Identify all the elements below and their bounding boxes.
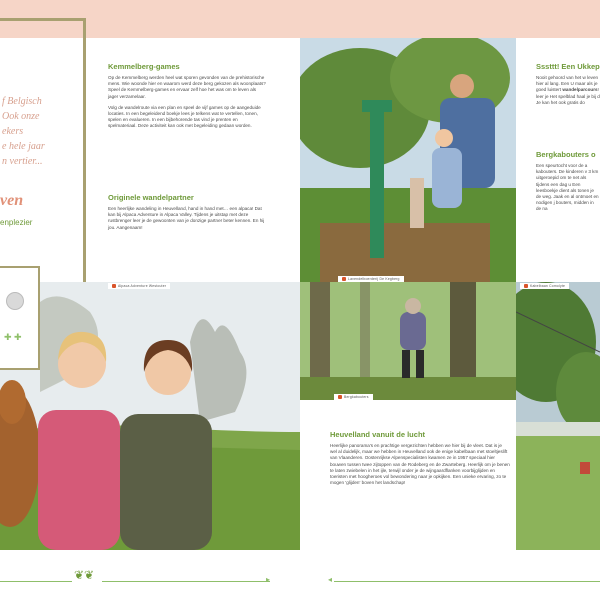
- wandelpartner-title: Originele wandelpartner: [108, 193, 194, 202]
- bergkabouters-section: [536, 150, 600, 218]
- intro-line-5: n vertier...: [2, 156, 43, 167]
- wandelpartner-section: [108, 193, 266, 236]
- sssttt-paragraph-b: ! leer je Het spelblad haal je bij d Je kan het ook gratis do: [536, 87, 600, 105]
- bottom-line-left: [0, 581, 72, 582]
- photo-kabelbaan: [516, 282, 600, 550]
- intro-line-4: e hele jaar: [2, 141, 45, 152]
- camera-icon: [338, 395, 342, 399]
- bergkabouters-paragraph: Een speurtocht voor de a kabouters. De kinderen v 3 km uitgeroepid om te net als tijdens een dag u Een leesboekje dient als tonen je de weg. Jaak en al ontmoet en nodigen j bouters, midden in de na: [536, 163, 599, 212]
- top-band: [0, 0, 600, 38]
- sprout-icon: ❦❦: [74, 568, 95, 582]
- arrow-left-icon: ◂: [328, 575, 333, 584]
- sssttt-paragraph: Nooit gehoord van het w leven hier al lang. Een U maar als je goed luistert: [536, 75, 599, 93]
- heuvelland-section: [330, 430, 510, 491]
- photo-girls-alpaca: [0, 282, 300, 550]
- bottom-line-right: [334, 581, 600, 582]
- sssttt-bold: wandelparcours: [562, 87, 598, 93]
- intro-line-3: ekers: [2, 126, 24, 137]
- bergkabouters-title: Bergkabouters o: [536, 150, 596, 159]
- sssttt-section: [536, 62, 600, 111]
- camera-icon: [112, 284, 116, 288]
- camera-icon: [342, 277, 346, 281]
- arrow-right-icon: ▸: [266, 575, 271, 584]
- kemmelberg-section: [108, 62, 266, 135]
- camera-icon: [524, 284, 528, 288]
- credit-pump: Lavendelboerderij De Kegberg: [338, 276, 404, 282]
- intro-frame-top: [0, 18, 86, 21]
- plus-sprout-icon: ✚ ✚: [4, 332, 22, 342]
- kemmelberg-paragraph-2: Volg de wandelroute via een plan en speel de vijf games op de aangeduide locaties. In een begeleidend boekje lees je telkens wat te vertellen, tonen, spelen en evalueren. In een bijbehorende tas vind je prenten en spelmateriaal. Deze activiteit kan ook met begeleiding gedaan worden.: [108, 104, 261, 129]
- wandelpartner-paragraph: Een heerlijke wandeling in Heuvelland, hand in hand met… een alpaca! Dat kan bij Alpaca Adventure in Alpaca Valley. Tijdens je uitstap met deze rustbrenger leer je de gewoonten van je donzige partner beter kennen. En hij jou. Aangenaam!: [108, 206, 265, 230]
- flower-illustration-icon: [6, 292, 24, 310]
- overlay-box: [0, 266, 40, 370]
- credit-alpaca: Alpaca Adventure Westouter: [108, 283, 170, 289]
- kemmelberg-paragraph-1: Op de Kemmelberg werden heel wat sporen gevonden van de prehistorische mens. Wie woonde hier en waarom werd deze berg gekozen als woonplaats? Speel de Kemmelberg-games en ervaar zelf hoe het was om te leven als jager verzamelaar.: [108, 75, 266, 99]
- intro-line-1: f Belgisch: [2, 96, 42, 107]
- heuvelland-title: Heuvelland vanuit de lucht: [330, 430, 426, 439]
- bottom-line-mid: [102, 581, 270, 582]
- intro-line-2: Ook onze: [2, 111, 40, 122]
- intro-big-word: ven: [0, 192, 24, 209]
- credit-bergkabouters: Bergkabouters: [334, 394, 373, 400]
- heuvelland-paragraph: Heerlijke panorama's en prachtige vergezichten hebben we hier bij de vleet. Dat is je wel al duidelijk, maar we hebben in Heuvelland ook de enige kabelbaan met stoeltjeslift van Vlaanderen. Oostenrijkse Alpenspecialisten kwamen ze in 1957 speciaal hier bouwen tussen twee zijtoppen van de Rodeberg en de Zwarteberg. Heerlijk om je benen te laten zwiebelen in het ijle, terwijl onder je de wijngaardflanken voorbijglijden en toeristen met hoogheroes vol bewondering naar je opkijken. Een unieke ervaring, zo te mogen 'glijden' boven het landschap!: [330, 443, 510, 486]
- sssttt-title: Sssttt! Een Ukkep: [536, 62, 600, 71]
- kemmelberg-title: Kemmelberg-games: [108, 62, 180, 71]
- intro-sub-word: enplezier: [0, 218, 33, 227]
- photo-bergkabouters-tree: [300, 282, 516, 400]
- intro-text: [2, 94, 82, 169]
- intro-frame-right: [83, 18, 86, 320]
- photo-water-pump: [300, 38, 516, 282]
- credit-kabelbaan: Kabelbaan Comolyte: [520, 283, 569, 289]
